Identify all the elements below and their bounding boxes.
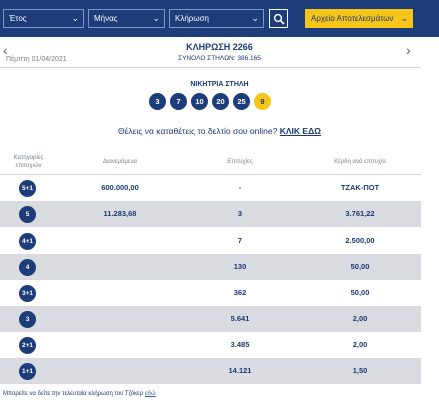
online-promo-text: Θέλεις να καταθέτεις το δελτίο σου online?	[117, 126, 278, 136]
header-prize: Κέρδη ανά επιτυχία	[334, 159, 386, 165]
winners-cell: 7	[237, 236, 243, 245]
prize-cell: ΤΖΑΚ-ΠΟΤ	[340, 183, 380, 192]
category-badge: 1+1	[19, 363, 36, 380]
footer-link[interactable]: εδώ	[144, 391, 156, 397]
online-promo	[0, 126, 439, 136]
prize-cell: 1,50	[352, 366, 368, 375]
winning-number-ball: 3	[149, 93, 166, 110]
table-row	[0, 280, 421, 306]
table-row	[0, 358, 421, 384]
divider	[0, 67, 421, 68]
total-columns: ΣΥΝΟΛΟ ΣΤΗΛΩΝ: 386.165	[178, 55, 261, 62]
joker-number-ball: 9	[254, 93, 271, 110]
distributed-cell: 11.283,68	[103, 209, 137, 218]
header-category: Κατηγορίες επιτυχιών	[13, 155, 44, 169]
category-badge: 5+1	[19, 180, 36, 197]
category-badge: 3+1	[19, 285, 36, 302]
next-draw-chevron-right-icon[interactable]: ›	[406, 42, 411, 58]
year-select[interactable]	[3, 9, 84, 28]
draw-select[interactable]	[169, 9, 264, 28]
winning-number-ball: 25	[233, 93, 250, 110]
prize-cell: 50,00	[350, 288, 370, 297]
chevron-down-icon: ⌄	[71, 13, 79, 23]
results-archive-label: Αρχείο Αποτελεσμάτων	[311, 14, 394, 23]
winners-cell: 130	[233, 262, 247, 271]
winning-number-ball: 20	[212, 93, 229, 110]
winners-cell: 3.485	[230, 340, 250, 349]
chevron-down-icon: ⌄	[251, 13, 259, 23]
month-select[interactable]	[88, 9, 165, 28]
filter-bar	[0, 0, 439, 37]
distributed-cell: 600.000,00	[101, 183, 139, 192]
winning-column-label: ΝΙΚΗΤΡΙΑ ΣΤΗΛΗ	[190, 81, 249, 88]
draw-select-label: Κλήρωση	[175, 14, 209, 23]
year-select-label: Έτος	[9, 14, 27, 23]
table-row	[0, 254, 421, 280]
prize-cell: 2,00	[352, 340, 368, 349]
category-badge: 3	[19, 311, 36, 328]
search-button[interactable]	[269, 9, 288, 28]
table-row	[0, 332, 421, 358]
winners-cell: -	[238, 183, 242, 192]
results-archive-button[interactable]	[305, 9, 413, 28]
winning-number-ball: 10	[191, 93, 208, 110]
header-distributed: Διανεμόμενα	[103, 159, 137, 165]
category-badge: 5	[19, 206, 36, 223]
table-row	[0, 201, 421, 227]
search-icon	[273, 13, 285, 25]
previous-draw-chevron-left-icon[interactable]: ‹	[3, 42, 8, 58]
prize-cell: 2.500,00	[345, 236, 375, 245]
table-row	[0, 306, 421, 332]
table-row	[0, 175, 421, 201]
winning-number-ball: 7	[170, 93, 187, 110]
winners-cell: 14.121	[228, 366, 252, 375]
header-winners: Επιτυχίες	[227, 159, 253, 165]
results-table-header	[0, 147, 421, 175]
category-badge: 2+1	[19, 337, 36, 354]
winners-cell: 3	[237, 209, 243, 218]
prize-cell: 50,00	[350, 262, 370, 271]
draw-title: ΚΛΗΡΩΣΗ 2266	[186, 42, 253, 52]
category-badge: 4	[19, 259, 36, 276]
draw-date: Πέμπτη 01/04/2021	[6, 56, 67, 63]
winners-cell: 5.641	[230, 314, 250, 323]
category-badge: 4+1	[19, 233, 36, 250]
chevron-down-icon: ⌄	[400, 13, 408, 23]
table-row	[0, 228, 421, 254]
chevron-down-icon: ⌄	[152, 13, 160, 23]
prize-cell: 2,00	[352, 314, 368, 323]
footer-note	[3, 391, 156, 397]
winners-cell: 362	[233, 288, 247, 297]
click-here-link[interactable]: ΚΛΙΚ ΕΔΩ	[279, 126, 321, 136]
prize-cell: 3.761,22	[345, 209, 375, 218]
month-select-label: Μήνας	[94, 14, 118, 23]
footer-text: Μπορείτε να δείτε την τελευταία κλήρωση του Τζόκερ	[3, 391, 144, 397]
